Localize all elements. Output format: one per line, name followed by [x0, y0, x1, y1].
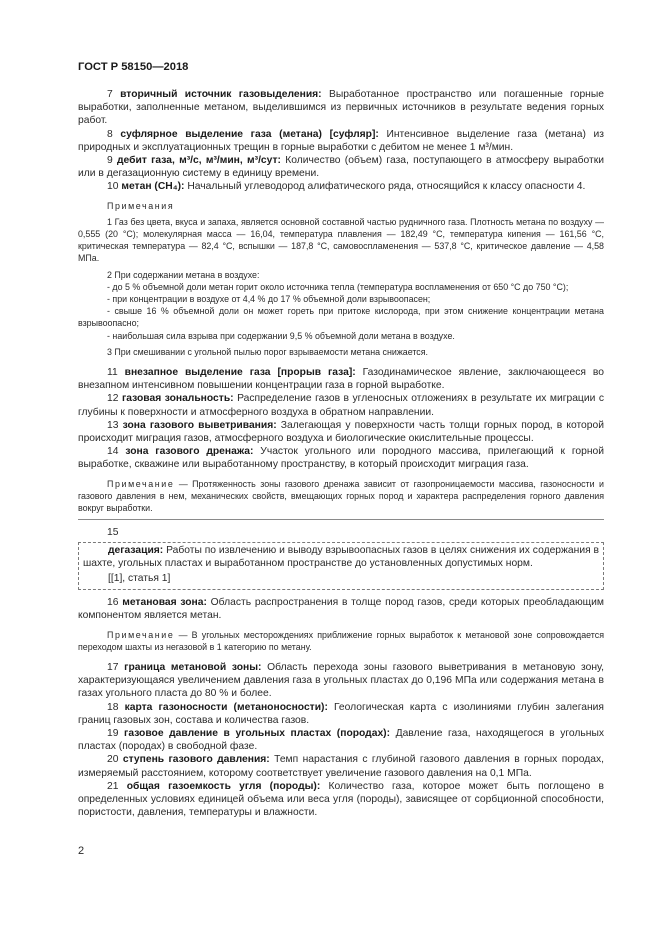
term-7-title: вторичный источник газовыделения:: [120, 89, 322, 100]
note-14-label: Примечание: [107, 478, 175, 489]
term-11: 11 внезапное выделение газа [прорыв газа]: Газодинамическое явление, заключающееся во внезапном интенсивном повышении концентрации газа в горной выработке.: [78, 367, 604, 392]
term-19: 19 газовое давление в угольных пластах (породах): Давление газа, находящегося в угольных пластах (породах) в свободной фазе.: [78, 727, 605, 753]
note-3: 3 При смешивании с угольной пылью порог взрываемости метана снижается.: [107, 346, 429, 357]
term-17: 17 граница метановой зоны: Область перехода зоны газового выветривания в метановую зону, характеризующаяся увеличением давления газа в угольных пластах до 0,196 МПа или содержания метана в газах угольного пласта до 80 % и более.: [78, 661, 604, 700]
term-21-title: общая газоемкость угля (породы):: [126, 780, 321, 792]
term-15-title: дегазация:: [108, 544, 164, 556]
term-14: 14 зона газового дренажа: Участок угольного или породного массива, прилегающий к горной выработке, скважине или выработанному пространству, в который происходит миграция газа.: [78, 446, 604, 471]
page-number: 2: [78, 845, 85, 857]
term-18-title: карта газоносности (метаноносности):: [124, 701, 328, 713]
note-2-item-b: - при концентрации в воздухе от 4,4 % до 17 % объемной доли взрывоопасен;: [107, 294, 431, 305]
note-2-intro: 2 При содержании метана в воздухе:: [107, 269, 260, 280]
term-9-title: дебит газа, м³/с, м³/мин, м³/сут:: [117, 155, 281, 167]
term-13: 13 зона газового выветривания: Залегающая у поверхности часть толщи горных пород, в которой происходит миграция газов, атмосферного воздуха и биологические окислительные процессы.: [78, 419, 604, 445]
term-10-title: метан (CH₄):: [121, 181, 185, 193]
term-13-title: зона газового выветривания:: [122, 419, 277, 431]
term-15-box: [78, 542, 604, 591]
term-8: 8 суфлярное выделение газа (метана) [суфляр]: Интенсивное выделение газа (метана) из природных и эксплуатационных трещин в горные выработки с дебитом не менее 1 м³/мин.: [78, 128, 604, 153]
document-header: ГОСТ Р 58150—2018: [78, 61, 189, 73]
note-16: Примечание — В угольных месторождениях приближение горных выработок к метановой зоне сопровождается переходом шахты из негазовой в 1 категорию по метану.: [78, 629, 604, 652]
term-15-number: 15: [107, 527, 119, 539]
note-1: 1 Газ без цвета, вкуса и запаха, является основной составной частью рудничного газа. Плотность метана по воздуху — 0,555 (20 °С); молекулярная масса — 16,04, температура плавления — 182,49 °С, температура кипения — 161,56 °С, критическая температура — 82,4 °С, вспышки — 187,8 °С, самовоспламенения — 537,8 °С, критическое давление — 4,58 МПа.: [78, 216, 604, 264]
note-2-item-c: - свыше 16 % объемной доли он может гореть при притоке кислорода, при этом снижение концентрации метана взрывоопасно;: [78, 306, 604, 329]
note-2-item-d: - наибольшая сила взрыва при содержании 9,5 % объемной доли метана в воздухе.: [107, 330, 455, 341]
term-7: 7 вторичный источник газовыделения: Выработанное пространство или погашенные горные выработки, заполненные метаном, выделившимся из первичных источников в результате ведения горных работ.: [78, 89, 604, 127]
term-18: 18 карта газоносности (метаноносности): Геологическая карта с изолиниями глубин залегания границ газовых зон, состава и количества газов.: [78, 701, 604, 726]
term-12: 12 газовая зональность: Распределение газов в угленосных отложениях в результате их миграции с глубины к поверхности и атмосферного воздуха в обратном направлении.: [78, 393, 604, 418]
term-14-title: зона газового дренажа:: [125, 446, 254, 458]
term-19-title: газовое давление в угольных пластах (породах):: [124, 727, 391, 739]
term-16-title: метановая зона:: [122, 597, 207, 609]
note-16-label: Примечание: [107, 629, 175, 640]
term-8-title: суфлярное выделение газа (метана) [суфляр]:: [120, 128, 379, 140]
term-16: 16 метановая зона: Область распространения в толще пород газов, среди которых преобладающим компонентом является метан.: [78, 597, 604, 622]
notes-title: Примечания: [107, 200, 175, 211]
note-2-item-a: - до 5 % объемной доли метан горит около источника тепла (температура воспламенения от 650 °С до 750 °С);: [107, 281, 569, 292]
term-9: 9 дебит газа, м³/с, м³/мин, м³/сут: Количество (объем) газа, поступающего в атмосферу выработки или в дегазационную систему в единицу времени.: [78, 155, 604, 180]
term-17-title: граница метановой зоны:: [124, 661, 262, 673]
term-21: 21 общая газоемкость угля (породы): Количество газа, которое может быть поглощено в определенных условиях единицей объема или веса угля (породы), зависящее от сорбционной способности, пористости, давления, температуры и влажности.: [78, 780, 604, 819]
term-12-title: газовая зональность:: [121, 393, 234, 405]
term-11-title: внезапное выделение газа [прорыв газа]:: [124, 367, 356, 379]
document-body: [78, 88, 604, 819]
term-20-title: ступень газового давления:: [122, 754, 270, 766]
note-14: Примечание — Протяженность зоны газового дренажа зависит от газопроницаемости массива, газоносности и газового давления в нем, механических свойств, вмещающих горных пород и характера распределения горного давления вокруг выработки.: [78, 478, 604, 514]
term-15: дегазация: Работы по извлечению и выводу взрывоопасных газов в целях снижения их содержания в шахте, угольных пластах и выработанном пространстве до установленных допустимых норм.: [83, 544, 599, 569]
term-20: 20 ступень газового давления: Темп нарастания с глубиной газового давления в горных породах, измеряемый расстоянием, которому соответствует увеличение газового давления на 0,1 МПа.: [78, 754, 604, 779]
term-15-reference: [[1], статья 1]: [108, 572, 171, 584]
section-divider: [78, 519, 604, 520]
term-10: 10 метан (CH₄): Начальный углеводород алифатического ряда, относящийся к классу опасности 4.: [107, 181, 586, 193]
